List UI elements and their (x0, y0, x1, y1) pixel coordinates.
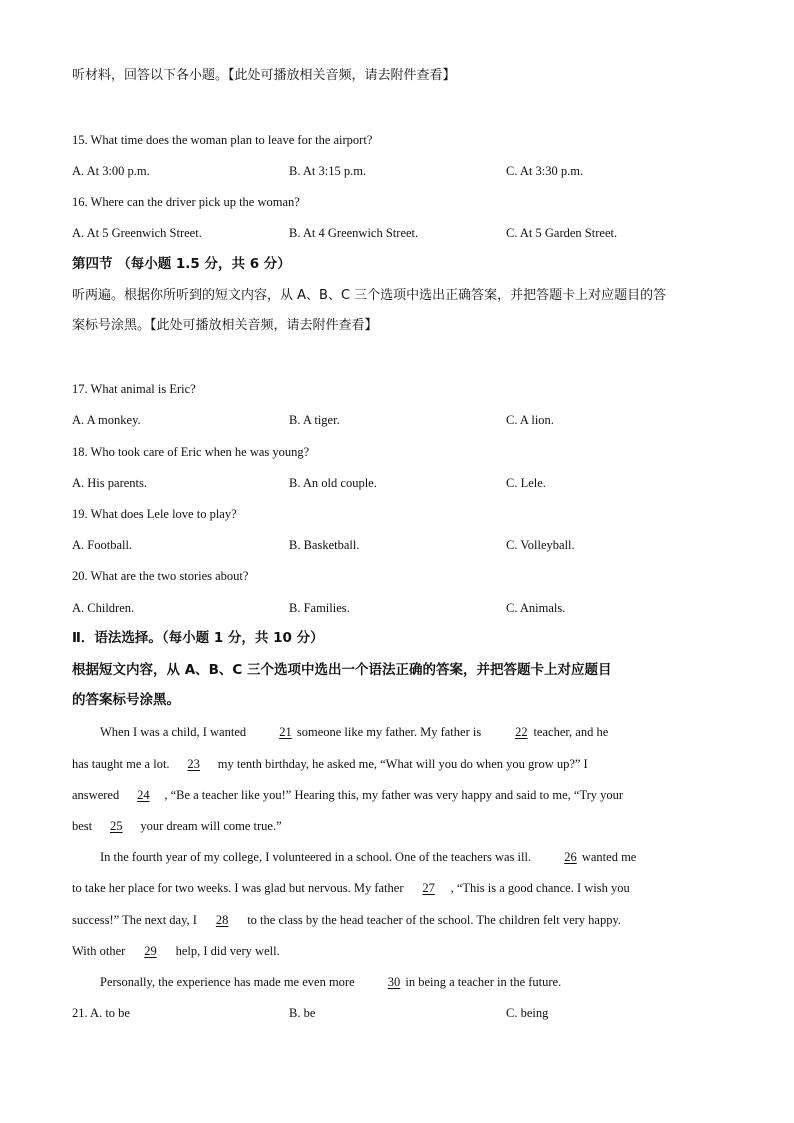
blank-28: 28 (215, 913, 229, 927)
question-19-option-c: C. Volleyball. (506, 538, 575, 552)
question-20-option-a: A. Children. (72, 601, 135, 615)
question-21-option-b: B. be (289, 1006, 316, 1020)
question-16-stem: 16. Where can the driver pick up the woman? (72, 195, 300, 209)
audio-note: 听材料，回答以下各小题。【此处可播放相关音频，请去附件查看】 (72, 68, 456, 83)
section-4-instruction-line-1: 听两遍。根据你所听到的短文内容，从 A、B、C 三个选项中选出正确答案，并把答题卡上对应题目的答 (72, 288, 667, 303)
passage-line-6: to take her place for two weeks. I was glad but nervous. My father 27 , “This is a good chance. I wish you (72, 881, 630, 895)
blank-23: 23 (187, 757, 200, 771)
blank-27: 27 (422, 881, 435, 895)
question-17-option-c: C. A lion. (506, 413, 554, 427)
question-15-option-a: A. At 3:00 p.m. (72, 164, 150, 178)
question-15-option-c: C. At 3:30 p.m. (506, 164, 584, 178)
question-18-option-c: C. Lele. (506, 476, 546, 490)
question-17-option-a: A. A monkey. (72, 413, 141, 427)
passage-line-3: answered 24 , “Be a teacher like you!” Hearing this, my father was very happy and said to me, “Try your (72, 788, 624, 802)
blank-30: 30 (387, 975, 401, 989)
question-15-option-b: B. At 3:15 p.m. (289, 164, 367, 178)
blank-29: 29 (144, 944, 157, 958)
passage-line-4: best 25 your dream will come true.” (72, 819, 282, 833)
question-16-option-a: A. At 5 Greenwich Street. (72, 226, 202, 240)
blank-25: 25 (110, 819, 123, 833)
question-16-option-c: C. At 5 Garden Street. (506, 226, 618, 240)
section-4-instruction-line-2: 案标号涂黑。【此处可播放相关音频，请去附件查看】 (72, 318, 378, 333)
question-20-option-b: B. Families. (289, 601, 350, 615)
question-19-stem: 19. What does Lele love to play? (72, 507, 237, 521)
part-2-instruction-line-2: 的答案标号涂黑。 (72, 692, 180, 708)
question-19-option-b: B. Basketball. (289, 538, 360, 552)
question-17-option-b: B. A tiger. (289, 413, 340, 427)
question-19-option-a: A. Football. (72, 538, 133, 552)
question-18-option-a: A. His parents. (72, 476, 147, 490)
question-20-option-c: C. Animals. (506, 601, 566, 615)
blank-24: 24 (137, 788, 150, 802)
question-20-stem: 20. What are the two stories about? (72, 569, 249, 583)
passage-line-9: Personally, the experience has made me even more 30 in being a teacher in the future. (100, 975, 562, 989)
section-4-title: 第四节 （每小题 1.5 分，共 6 分） (72, 256, 291, 272)
question-21-option-c: C. being (506, 1006, 549, 1020)
passage-line-2: has taught me a lot. 23 my tenth birthday, he asked me, “What will you do when you grow up?” I (72, 757, 588, 771)
part-2-title: Ⅱ．语法选择。（每小题 1 分，共 10 分） (72, 630, 324, 646)
question-21-option-a: 21. A. to be (72, 1006, 130, 1020)
question-17-stem: 17. What animal is Eric? (72, 382, 196, 396)
passage-line-8: With other 29 help, I did very well. (72, 944, 280, 958)
blank-26: 26 (564, 850, 577, 864)
blank-22: 22 (515, 725, 528, 739)
question-18-option-b: B. An old couple. (289, 476, 377, 490)
part-2-instruction-line-1: 根据短文内容，从 A、B、C 三个选项中选出一个语法正确的答案，并把答题卡上对应题目 (72, 662, 612, 678)
question-16-option-b: B. At 4 Greenwich Street. (289, 226, 419, 240)
question-18-stem: 18. Who took care of Eric when he was young? (72, 445, 310, 459)
passage-line-5: In the fourth year of my college, I volunteered in a school. One of the teachers was ill. 26 wanted me (100, 850, 637, 864)
blank-21: 21 (279, 725, 292, 739)
passage-line-1: When I was a child, I wanted 21 someone like my father. My father is 22 teacher, and he (100, 725, 609, 739)
passage-line-7: success!” The next day, I 28 to the class by the head teacher of the school. The children felt very happy. (72, 913, 622, 927)
question-15-stem: 15. What time does the woman plan to leave for the airport? (72, 133, 373, 147)
